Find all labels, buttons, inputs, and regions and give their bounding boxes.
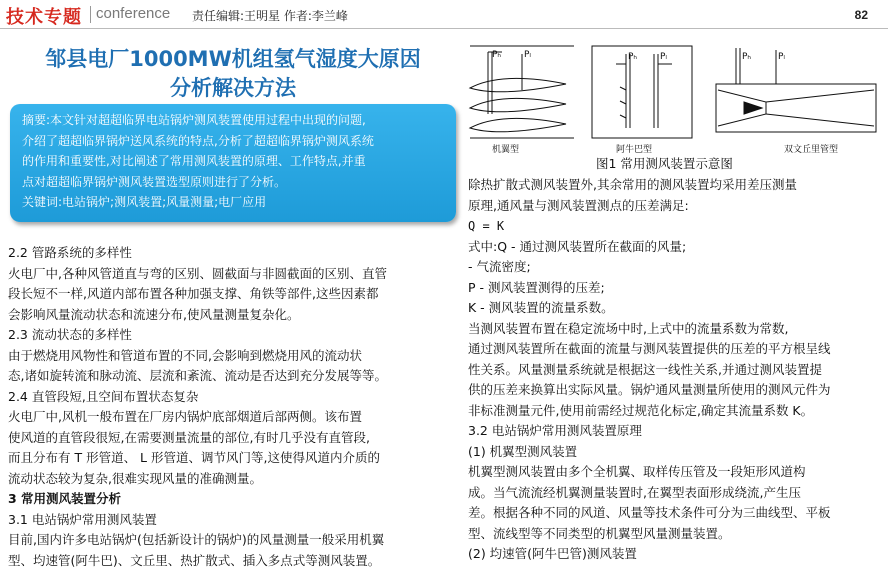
body-line: 会影响风量流动状态和流速分布,使风量测量复杂化。: [8, 306, 300, 322]
probe-label-high: Pₕ: [628, 52, 638, 62]
figure-drawing: [466, 44, 882, 154]
body-line: 当测风装置布置在稳定流场中时,上式中的流量系数为常数,: [468, 320, 789, 336]
body-line: 原理,通风量与测风装置测点的压差满足:: [468, 197, 689, 213]
section-heading: 2.2 管路系统的多样性: [8, 245, 132, 260]
subsection-heading: (2) 均速管(阿牛巴管)测风装置: [468, 546, 637, 561]
body-line: P - 测风装置测得的压差;: [468, 279, 605, 295]
section-heading-bold: 3 常用测风装置分析: [8, 491, 122, 506]
body-line: 段长短不一样,风道内部布置各种加强支撑、角铁等部件,这些因素都: [8, 286, 379, 301]
body-line: 除热扩散式测风装置外,其余常用的测风装置均采用差压测量: [468, 177, 797, 192]
figure-measurement-devices: [466, 44, 882, 154]
body-line: 成。当气流流经机翼测量装置时,在翼型表面形成绕流,产生压: [468, 484, 801, 500]
abstract-box: [10, 104, 456, 222]
body-line: 式中:Q - 通过测风装置所在截面的风量;: [468, 238, 687, 254]
section-logo: 技术专题: [6, 7, 82, 28]
section-heading: 3.2 电站锅炉常用测风装置原理: [468, 423, 642, 438]
body-line: 型、流线型等不同类型的机翼型风量测量装置。: [468, 525, 731, 541]
figure-label-airfoil: 机翼型: [492, 145, 520, 155]
body-line: 目前,国内许多电站锅炉(包括新设计的锅炉)的风量测量一般采用机翼: [8, 532, 385, 547]
body-line: - 气流密度;: [468, 259, 531, 274]
subsection-heading: (1) 机翼型测风装置: [468, 443, 578, 459]
section-heading: 2.3 流动状态的多样性: [8, 327, 132, 342]
keywords-line: 关键词:电站锅炉;测风装置;风量测量;电厂应用: [22, 195, 267, 209]
page-number: 82: [854, 8, 868, 22]
probe-label-low: Pₗ: [778, 52, 785, 62]
body-line: 使风道的直管段很短,在需要测量流量的部位,有时几乎没有直管段,: [8, 429, 370, 445]
abstract-line: 的作用和重要性,对比阐述了常用测风装置的原理、工作特点,并重: [22, 154, 366, 168]
body-line: 态,诸如旋转流和脉动流、层流和紊流、流动是否达到充分发展等等。: [8, 368, 387, 383]
abstract-line: 摘要:本文针对超超临界电站锅炉测风装置使用过程中出现的问题,: [22, 113, 366, 127]
body-line: 型、均速管(阿牛巴)、文丘里、热扩散式、插入多点式等测风装置。: [8, 552, 381, 568]
body-line: K - 测风装置的流量系数。: [468, 300, 614, 315]
body-line: 由于燃烧用风物性和管道布置的不同,会影响到燃烧用风的流动状: [8, 347, 362, 363]
body-line: 火电厂中,风机一般布置在厂房内锅炉底部烟道后部两侧。该布置: [8, 409, 362, 424]
body-line: 火电厂中,各种风管道直与弯的区别、圆截面与非圆截面的区别、直管: [8, 265, 387, 281]
abstract-line: 点对超超临界锅炉测风装置选型原则进行了分析。: [22, 174, 287, 189]
article-title: 邹县电厂1000MW机组氢气湿度大原因: [45, 47, 421, 71]
probe-label-low: Pₗ: [660, 52, 667, 62]
airfoil-diagram: [470, 46, 574, 138]
body-line: 机翼型测风装置由多个全机翼、取样传压管及一段矩形风道构: [468, 464, 806, 479]
body-line: 差。根据各种不同的风道、风量等技术条件可分为三曲线型、平板: [468, 505, 831, 520]
body-line: 非标准测量元件,使用前需经过规范化标定,确定其流量系数 K。: [468, 402, 814, 418]
body-line: 而且分布有 T 形管道、 L 形管道、调节风门等,这使得风道内介质的: [8, 450, 380, 465]
article-title-line2: 分析解决方法: [170, 76, 296, 100]
section-heading: 2.4 直管段短,且空间布置状态复杂: [8, 388, 199, 404]
header-rule: [0, 28, 888, 29]
body-line: 流动状态较为复杂,很难实现风量的准确测量。: [8, 470, 262, 486]
figure-label-annubar: 阿牛巴型: [616, 145, 653, 155]
page-header: [0, 0, 888, 28]
editor-author-line: 责任编辑:王明星 作者:李兰峰: [192, 9, 348, 23]
logo-divider: [90, 6, 91, 23]
body-line: 通过测风装置所在截面的流量与测风装置提供的压差的平方根呈线: [468, 341, 831, 356]
abstract-line: 介绍了超超临界锅炉送风系统的特点,分析了超超临界锅炉测风系统: [22, 133, 374, 148]
probe-label-high: Pₕ: [742, 52, 752, 62]
probe-label-low: Pₗ: [524, 50, 531, 60]
section-subtitle: conference: [96, 5, 171, 22]
venturi-diagram: [716, 48, 876, 132]
figure-caption: 图1 常用测风装置示意图: [596, 156, 733, 171]
formula: Q = K: [468, 219, 505, 233]
section-heading: 3.1 电站锅炉常用测风装置: [8, 511, 157, 527]
body-line: 性关系。风量测量系统就是根据这一线性关系,并通过测风装置提: [468, 361, 822, 377]
figure-label-venturi: 双文丘里管型: [784, 145, 839, 155]
probe-label-high: Pₕ: [492, 50, 502, 60]
body-line: 供的压差来换算出实际风量。锅炉通风量测量所使用的测风元件为: [468, 382, 831, 397]
annubar-diagram: [592, 46, 692, 138]
